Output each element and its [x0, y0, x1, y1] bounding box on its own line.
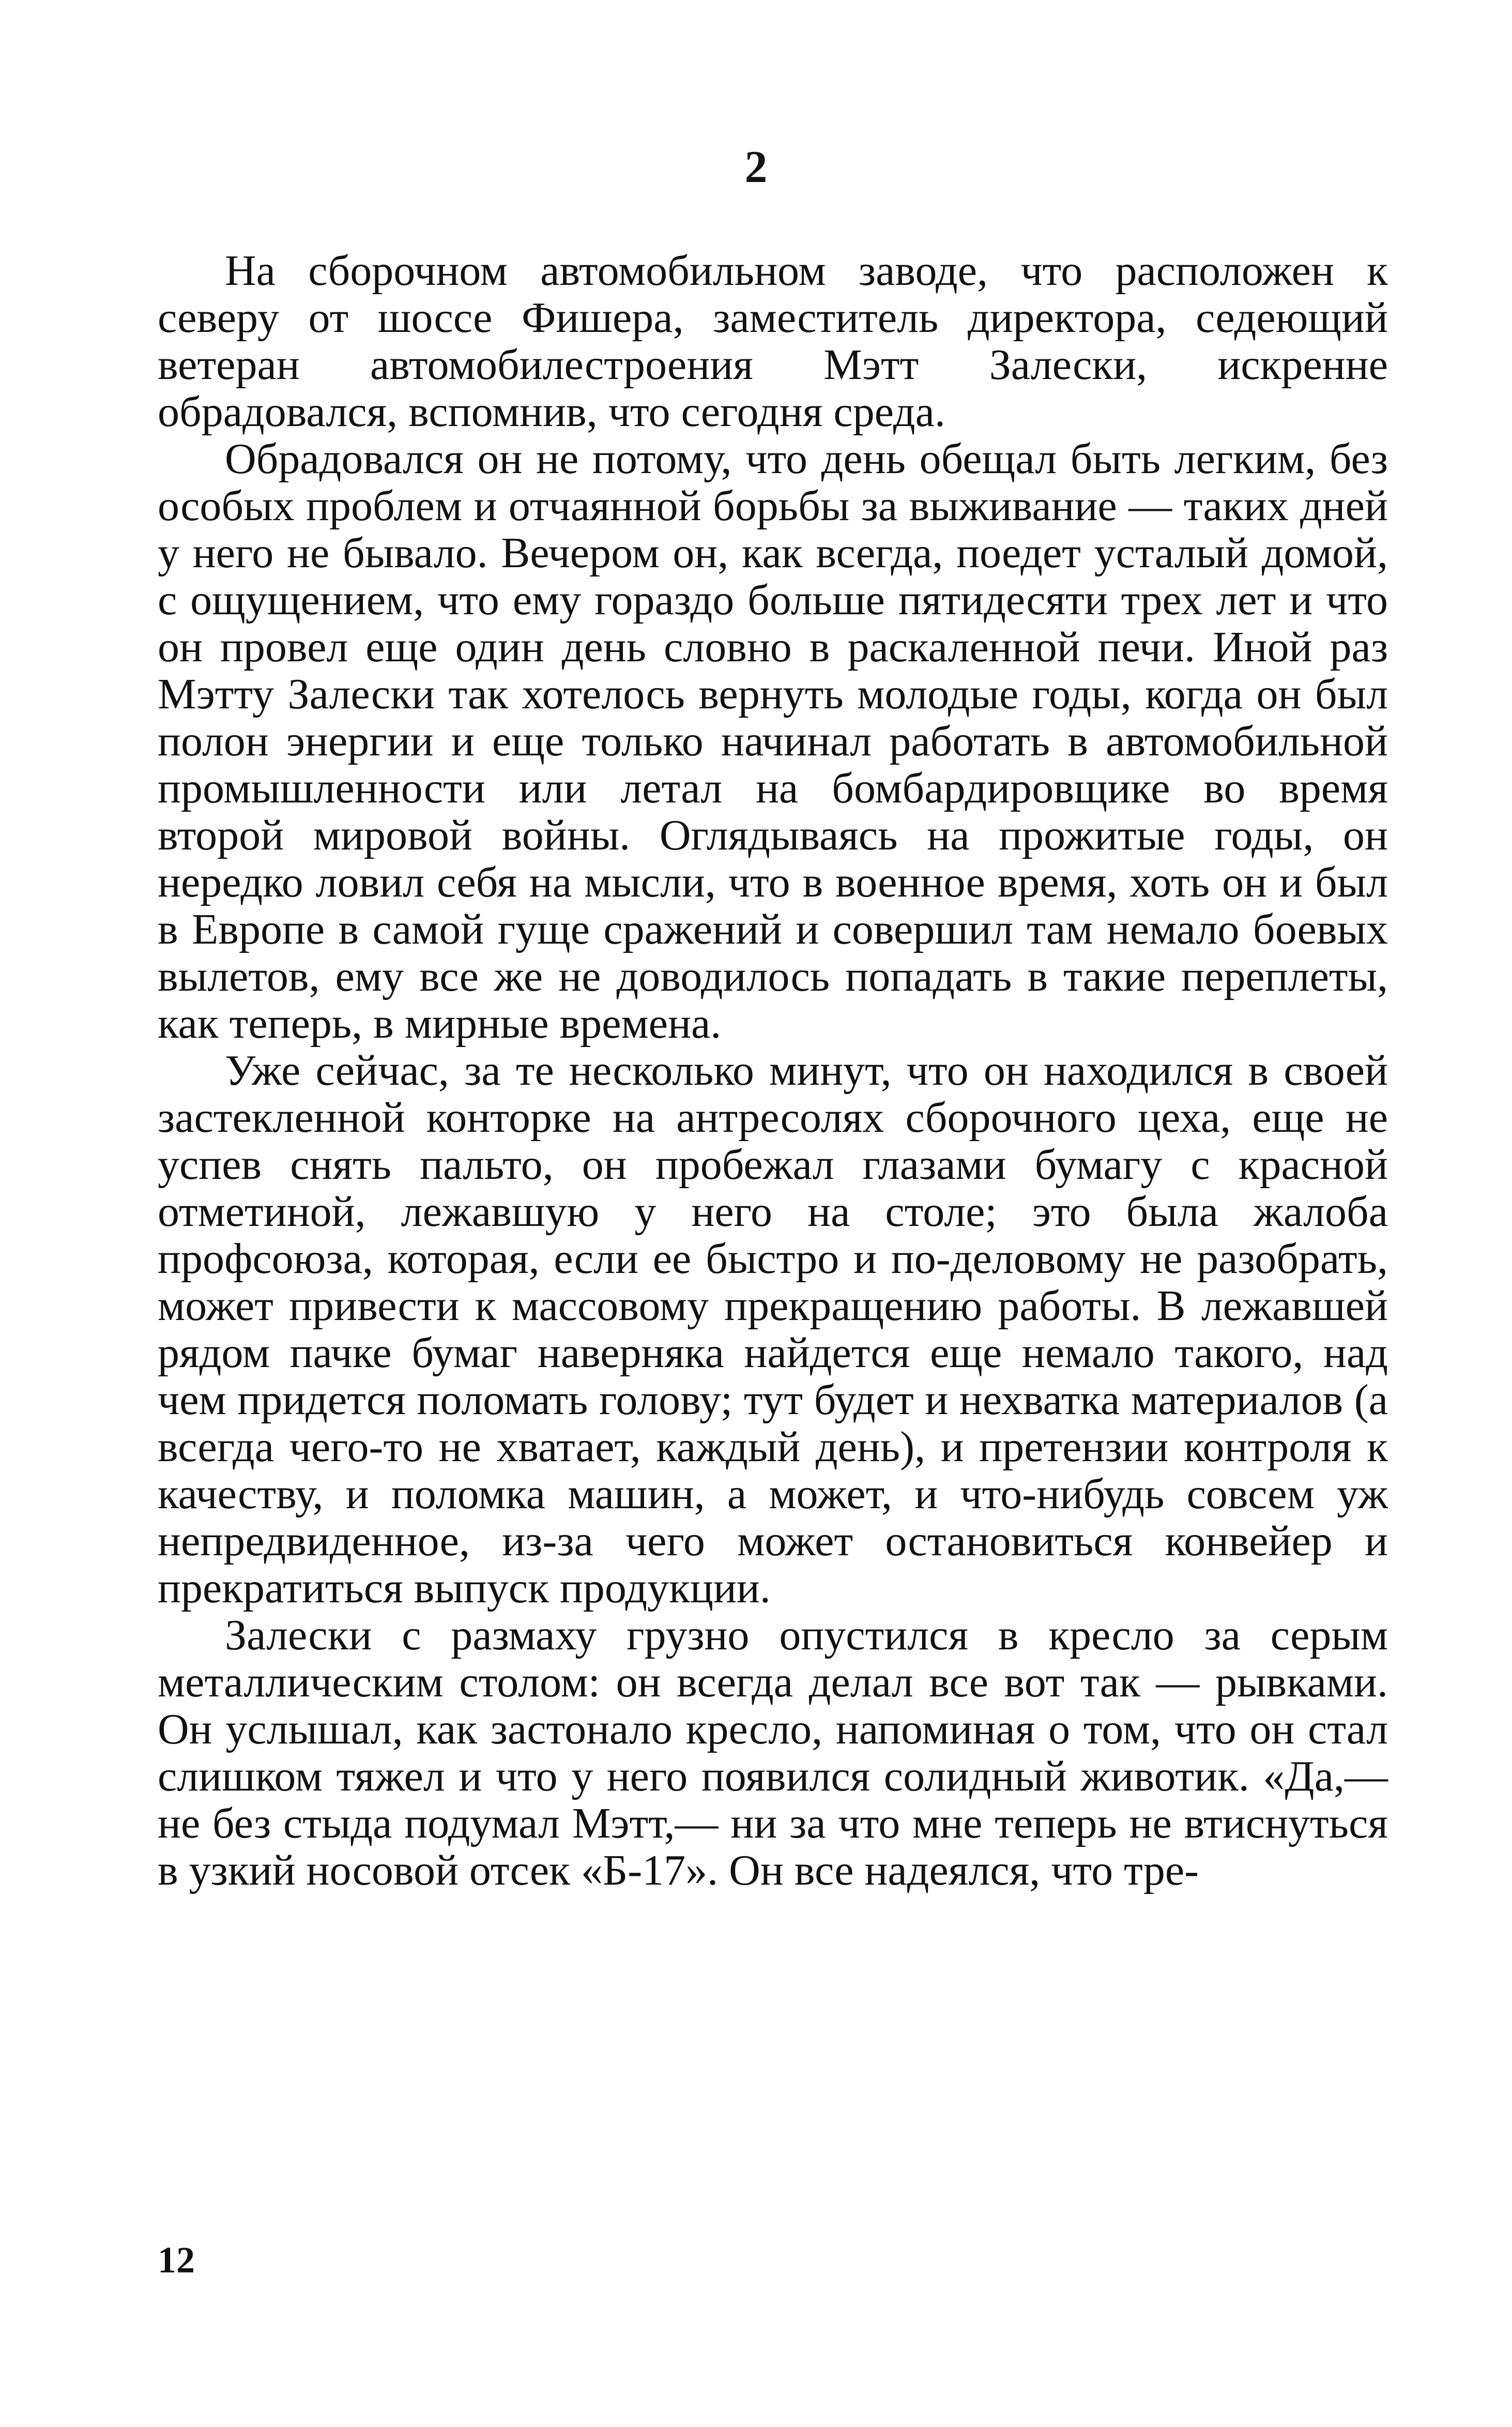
paragraph-1: На сборочном автомобильном заводе, что расположен к северу от шоссе Фишера, заместитель директора, седеющий ветеран автомобилестроения Мэтт Залески, искренне обрадовался, вспомнив, что сегодня среда.	[158, 247, 1388, 436]
paragraph-3: Уже сейчас, за те несколько минут, что он находился в своей застекленной конторке на антресолях сборочного цеха, еще не успев снять пальто, он пробежал глазами бумагу с красной отметиной, лежавшую у него на столе; это была жалоба профсоюза, которая, если ее быстро и по-деловому не разобрать, может привести к массовому прекращению работы. В лежавшей рядом пачке бумаг наверняка найдется еще немало такого, над чем придется поломать голову; тут будет и нехватка материалов (а всегда чего-то не хватает, каждый день), и претензии контроля к качеству, и поломка машин, а может, и что-нибудь совсем уж непредвиденное, из-за чего может остановиться конвейер и прекратиться выпуск продукции.	[158, 1046, 1388, 1612]
paragraph-4: Залески с размаху грузно опустился в кресло за серым металлическим столом: он всегда делал все вот так — рывками. Он услышал, как застонало кресло, напоминая о том, что он стал слишком тяжел и что у него появился солидный животик. «Да,— не без стыда подумал Мэтт,— ни за что мне теперь не втиснуться в узкий носовой отсек «Б-17». Он все надеялся, что тре-	[158, 1611, 1388, 1894]
chapter-number: 2	[744, 142, 768, 192]
paragraph-2: Обрадовался он не потому, что день обещал быть легким, без особых проблем и отчаянной борьбы за выживание — таких дней у него не бывало. Вечером он, как всегда, поедет усталый домой, с ощущением, что ему гораздо больше пятидесяти трех лет и что он провел еще один день словно в раскаленной печи. Иной раз Мэтту Залески так хотелось вернуть молодые годы, когда он был полон энергии и еще только начинал работать в автомобильной промышленности или летал на бомбардировщике во время второй мировой войны. Оглядываясь на прожитые годы, он нередко ловил себя на мысли, что в военное время, хоть он и был в Европе в самой гуще сражений и совершил там немало боевых вылетов, ему все же не доводилось попадать в такие переплеты, как теперь, в мирные времена.	[158, 435, 1388, 1048]
body-text	[158, 247, 1388, 1894]
page-number: 12	[158, 2239, 195, 2281]
